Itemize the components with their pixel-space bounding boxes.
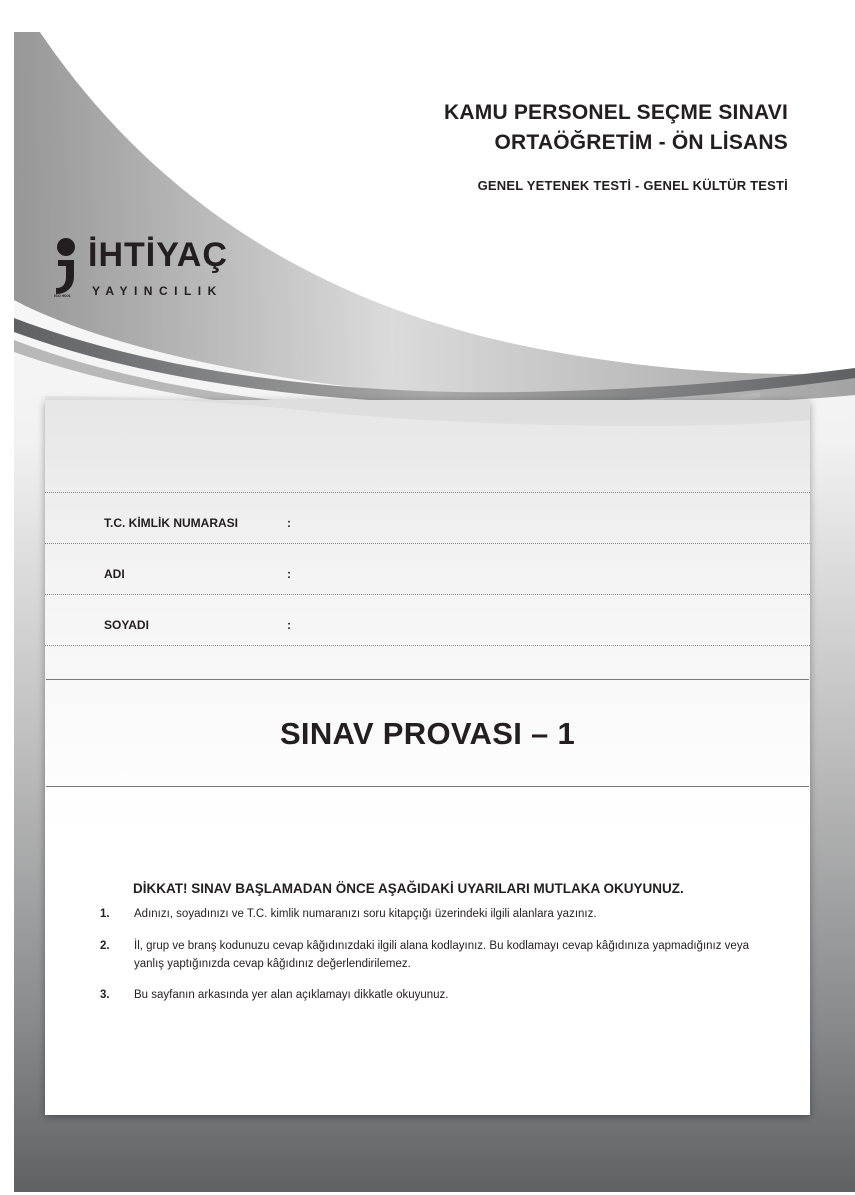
item-text: Adınızı, soyadınızı ve T.C. kimlik numaranızı soru kitapçığı üzerindeki ilgili alanlara yazınız. bbox=[134, 908, 597, 920]
list-item bbox=[100, 905, 765, 923]
exam-title: SINAV PROVASI – 1 bbox=[279, 716, 576, 751]
field-label: SOYADI bbox=[104, 618, 149, 632]
publisher-logo bbox=[52, 236, 267, 304]
field-label: T.C. KİMLİK NUMARASI bbox=[104, 516, 238, 530]
warning-heading: DİKKAT! SINAV BAŞLAMADAN ÖNCE AŞAĞIDAKİ UYARILARI MUTLAKA OKUYUNUZ. bbox=[133, 881, 684, 896]
field-row-tc-id[interactable] bbox=[45, 492, 810, 544]
exam-header bbox=[444, 98, 788, 193]
list-item bbox=[100, 937, 765, 973]
field-row-surname[interactable] bbox=[45, 595, 810, 646]
field-separator: : bbox=[287, 567, 291, 581]
field-row-name[interactable] bbox=[45, 544, 810, 595]
field-label: ADI bbox=[104, 567, 125, 581]
exam-tests: GENEL YETENEK TESTİ - GENEL KÜLTÜR TESTİ bbox=[477, 178, 788, 193]
exam-level: ORTAÖĞRETİM - ÖN LİSANS bbox=[494, 131, 788, 154]
warning-list bbox=[100, 905, 765, 1017]
candidate-info bbox=[45, 492, 810, 646]
publisher-name: İHTİYAÇ bbox=[88, 236, 228, 274]
iso-mark: ISO 9001 bbox=[54, 293, 71, 298]
item-text: İl, grup ve branş kodunuzu cevap kâğıdınızdaki ilgili alana kodlayınız. Bu kodlamayı cevap kâğıdınıza yapmadığınız veya yanlış yaptığınızda cevap kâğıdınız değerlendirilemez. bbox=[134, 940, 749, 970]
item-number: 1. bbox=[100, 908, 110, 920]
exam-title-box bbox=[46, 679, 809, 787]
field-separator: : bbox=[287, 618, 291, 632]
publisher-subname: YAYINCILIK bbox=[92, 284, 223, 298]
list-item bbox=[100, 986, 765, 1004]
exam-name: KAMU PERSONEL SEÇME SINAVI bbox=[444, 101, 788, 124]
field-separator: : bbox=[287, 516, 291, 530]
item-text: Bu sayfanın arkasında yer alan açıklamayı dikkatle okuyunuz. bbox=[134, 989, 449, 1001]
logo-mark-icon bbox=[52, 236, 88, 298]
item-number: 2. bbox=[100, 940, 110, 952]
item-number: 3. bbox=[100, 989, 110, 1001]
